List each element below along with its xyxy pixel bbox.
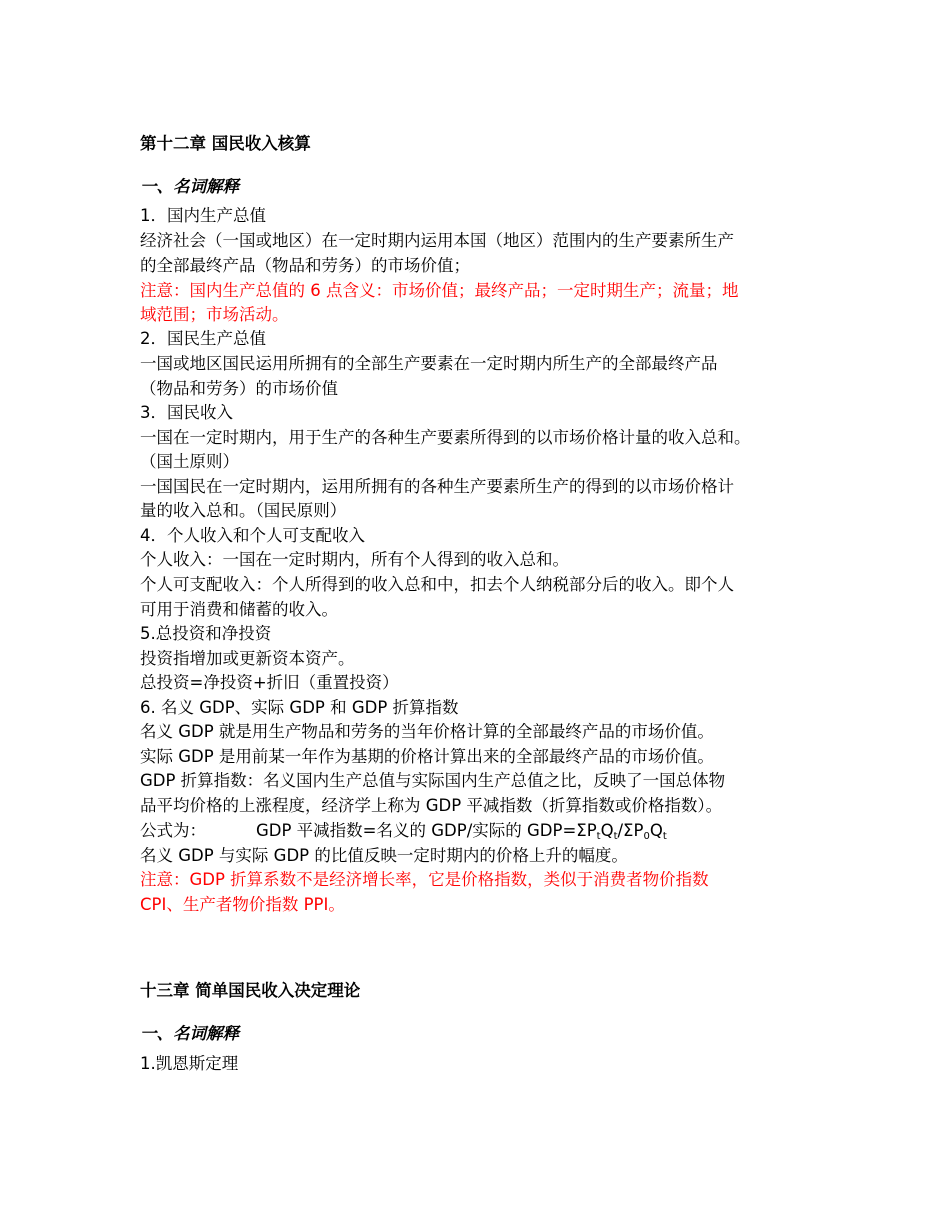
paragraph-line: 个人收入：一国在一定时期内，所有个人得到的收入总和。 [140,550,569,569]
paragraph-line: 可用于消费和储蓄的收入。 [140,600,338,619]
paragraph-line: 名义 GDP 与实际 GDP 的比值反映一定时期内的价格上升的幅度。 [140,846,628,865]
formula-subscript: 0 [643,831,650,842]
formula-subscript: t [596,831,601,842]
paragraph-line: 投资指增加或更新资本资产。 [140,649,355,668]
formula-q: Q [649,821,663,840]
term-investment-heading: 5.总投资和净投资 [140,624,272,643]
chapter-12-section-heading: 一、名词解释 [140,177,239,196]
term-pi-heading: 4．个人收入和个人可支配收入 [140,526,365,545]
chapter-13-section-heading: 一、名词解释 [140,1024,239,1043]
term-gnp-heading: 2．国民生产总值 [140,329,266,348]
paragraph-line: 一国在一定时期内，用于生产的各种生产要素所得到的以市场价格计量的收入总和。 [140,428,751,447]
formula-text: GDP 平减指数=名义的 GDP/实际的 GDP=ΣP [256,821,597,840]
term-gdp-deflator-heading: 6. 名义 GDP、实际 GDP 和 GDP 折算指数 [140,698,459,717]
paragraph-line: 品平均价格的上涨程度，经济学上称为 GDP 平减指数（折算指数或价格指数）。 [140,796,723,815]
formula-subscript: t [662,831,667,842]
paragraph-line: 一国国民在一定时期内，运用所拥有的各种生产要素所生产的得到的以市场价格计 [140,477,734,496]
paragraph-line: GDP 折算指数：名义国内生产总值与实际国内生产总值之比，反映了一国总体物 [140,771,726,790]
paragraph-line: 经济社会（一国或地区）在一定时期内运用本国（地区）范围内的生产要素所生产 [140,231,734,250]
paragraph-line: 的全部最终产品（物品和劳务）的市场价值； [140,256,470,275]
formula-denominator: /ΣP [617,821,644,840]
paragraph-line: 实际 GDP 是用前某一年作为基期的价格计算出来的全部最终产品的市场价值。 [140,747,714,766]
paragraph-line: （物品和劳务）的市场价值 [140,379,338,398]
note-line: CPI、生产者物价指数 PPI。 [140,895,345,914]
formula-label: 公式为： [140,821,206,840]
paragraph-line: 量的收入总和。（国民原则） [140,501,347,520]
term-keynes-heading: 1.凯恩斯定理 [140,1054,239,1073]
formula-line [140,820,667,848]
formula-subscript: t [613,831,618,842]
paragraph-line: 一国或地区国民运用所拥有的全部生产要素在一定时期内所生产的全部最终产品 [140,354,718,373]
note-line: 注意：GDP 折算系数不是经济增长率，它是价格指数，类似于消费者物价指数 [140,870,709,889]
term-ni-heading: 3．国民收入 [140,403,233,422]
note-line: 注意：国内生产总值的 6 点含义：市场价值；最终产品；一定时期生产；流量；地 [140,281,739,300]
paragraph-line: 总投资=净投资+折旧（重置投资） [140,673,399,692]
formula-q: Q [600,821,614,840]
paragraph-line: 名义 GDP 就是用生产物品和劳务的当年价格计算的全部最终产品的市场价值。 [140,722,714,741]
paragraph-line: 个人可支配收入：个人所得到的收入总和中，扣去个人纳税部分后的收入。即个人 [140,575,734,594]
note-line: 域范围；市场活动。 [140,305,289,324]
paragraph-line: （国土原则） [140,452,239,471]
chapter-13-title: 十三章 简单国民收入决定理论 [140,981,361,1000]
chapter-12-title: 第十二章 国民收入核算 [140,134,311,153]
term-gdp-heading: 1．国内生产总值 [140,206,266,225]
